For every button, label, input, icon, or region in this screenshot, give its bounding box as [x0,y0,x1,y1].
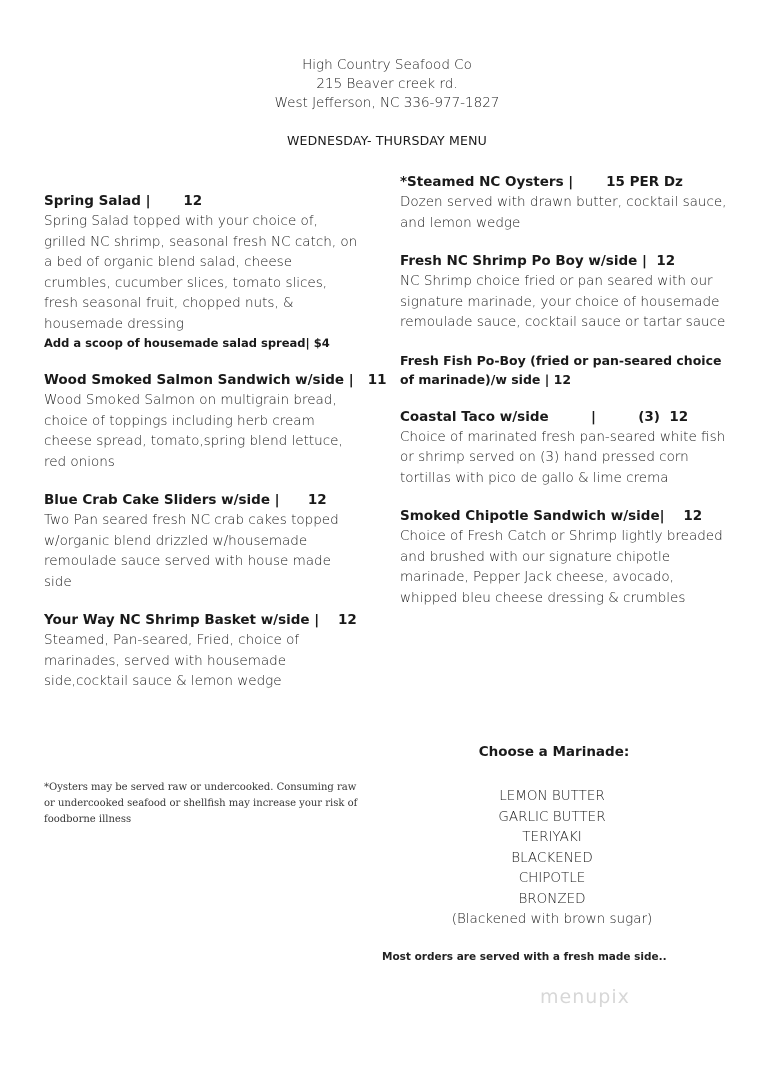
menu-item-heading: Spring Salad | 12 [44,193,203,209]
menu-item-shrimp-basket [44,610,362,692]
menu-item-description: Spring Salad topped with your choice of, grilled NC shrimp, seasonal fresh NC catch, on a bed of organic blend salad, cheese crumbles, cucumber slices, tomato slices, fresh seasonal fruit, chopped nuts, & housemade dressing [44,213,358,332]
raw-food-disclaimer: *Oysters may be served raw or undercooked. Consuming raw or undercooked seafood or shellfish may increase your risk of foodborne illness [44,782,358,825]
menu-item-description: Two Pan seared fresh NC crab cakes topped w/organic blend drizzled w/housemade remoulade sauce served with house made side [44,512,339,590]
restaurant-name: High Country Seafood Co [302,57,472,73]
left-column [44,191,387,710]
marinade-option-note: (Blackened with brown sugar) [451,911,653,927]
menu-item-heading: Smoked Chipotle Sandwich w/side| 12 [400,508,703,524]
menu-item-heading: Your Way NC Shrimp Basket w/side | 12 [44,612,357,628]
menu-item-heading: Fresh Fish Po-Boy (fried or pan-seared choice of marinade)/w side | 12 [400,352,722,387]
menu-item-description: Wood Smoked Salmon on multigrain bread, choice of toppings including herb cream cheese spread, tomato,spring blend lettuce, red onions [44,392,343,470]
menu-item-shrimp-po-boy [400,251,730,333]
marinade-option: TERIYAKI [522,829,582,845]
marinade-title: Choose a Marinade: [478,744,630,760]
menu-item-heading: Coastal Taco w/side | (3) 12 [400,408,689,425]
menu-item-description: Steamed, Pan-seared, Fried, choice of marinades, served with housemade side,cocktail sauce & lemon wedge [44,632,300,689]
marinade-option: GARLIC BUTTER [498,808,606,825]
orders-note: Most orders are served with a fresh made side.. [382,951,667,963]
right-column [400,172,730,626]
menu-item-crab-cake-sliders [44,490,362,592]
menu-item-description: NC Shrimp choice fried or pan seared with our signature marinade, your choice of housemade remoulade sauce, cocktail sauce or tartar sauce [400,273,726,330]
menu-item-heading: Blue Crab Cake Sliders w/side | 12 [44,492,327,508]
menupix-watermark: menupix [540,986,630,1008]
marinade-option: CHIPOTLE [518,870,586,886]
menu-item-salmon-sandwich [44,370,387,472]
menu-item-heading: *Steamed NC Oysters | 15 PER Dz [400,174,683,190]
menu-title: WEDNESDAY- THURSDAY MENU [286,133,488,148]
marinade-list [430,786,674,930]
menu-item-description: Choice of Fresh Catch or Shrimp lightly breaded and brushed with our signature chipotle marinade, Pepper Jack cheese, avocado, whipped bleu cheese dressing & crumbles [400,528,723,606]
menu-item-steamed-oysters [400,172,730,233]
menu-item-coastal-taco [400,407,730,489]
menu-item-fish-po-boy [400,351,730,389]
menu-item-addon: Add a scoop of housemade salad spread| $4 [44,336,330,350]
menu-item-heading: Wood Smoked Salmon Sandwich w/side | 11 [44,372,387,388]
menu-item-spring-salad [44,191,362,352]
menu-item-heading: Fresh NC Shrimp Po Boy w/side | 12 [400,253,676,269]
restaurant-header [0,56,774,113]
menu-item-description: Dozen served with drawn butter, cocktail sauce, and lemon wedge [400,194,727,231]
restaurant-city-phone: West Jefferson, NC 336-977-1827 [274,95,500,111]
marinade-option: BLACKENED [511,849,593,866]
marinade-option: BRONZED [518,890,586,907]
restaurant-address: 215 Beaver creek rd. [316,76,458,92]
menu-item-description: Choice of marinated fresh pan-seared white fish or shrimp served on (3) hand pressed corn tortillas with pico de gallo & lime crema [400,428,726,486]
marinade-option: LEMON BUTTER [499,788,605,804]
menu-item-chipotle-sandwich [400,506,730,608]
